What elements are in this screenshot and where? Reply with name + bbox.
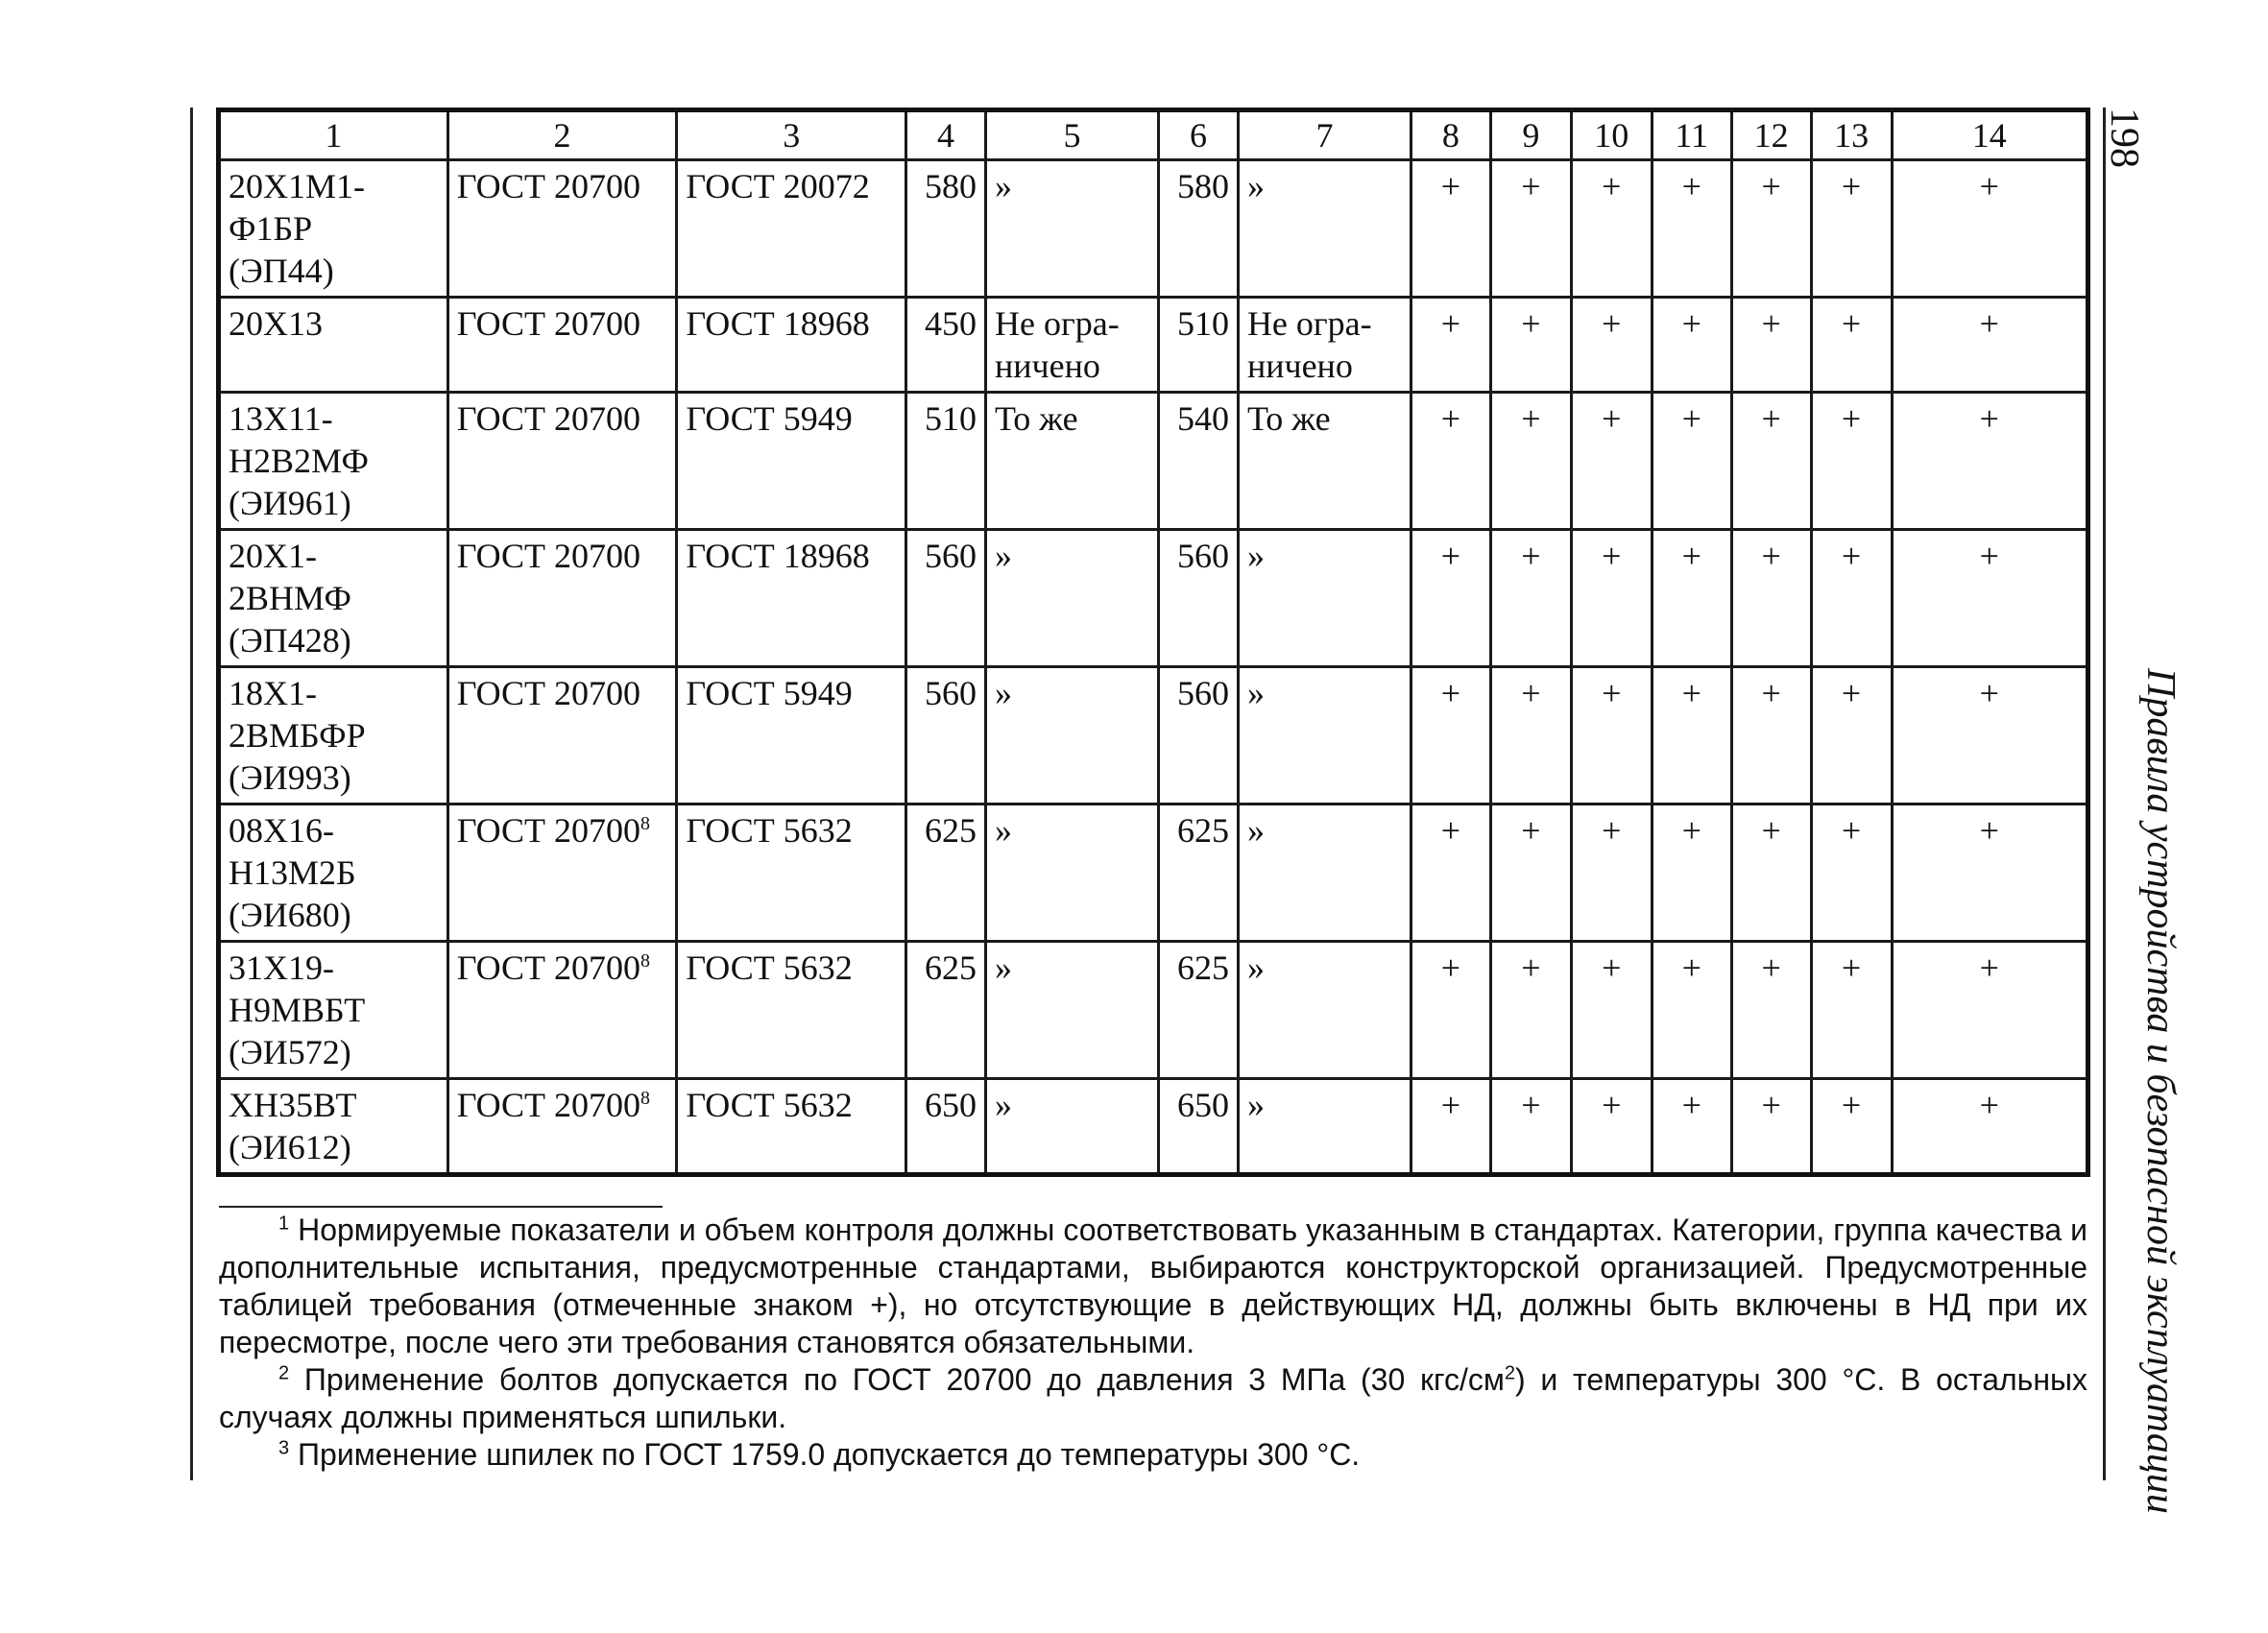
requirement-mark-cell: + <box>1652 667 1731 804</box>
pressure-1-cell: » <box>985 942 1158 1079</box>
bolt-standard-text: ГОСТ 20700 <box>456 304 641 343</box>
bolt-standard-text: ГОСТ 20700 <box>456 949 641 987</box>
requirement-mark-cell: + <box>1731 393 1811 530</box>
table-row <box>219 298 2088 393</box>
right-margin-rule <box>2103 108 2106 1480</box>
requirement-mark-cell: + <box>1892 393 2087 530</box>
bolt-standard-cell <box>447 393 677 530</box>
requirement-mark-cell: + <box>1731 804 1811 942</box>
requirement-mark-cell: + <box>1731 667 1811 804</box>
column-header-8: 8 <box>1411 110 1490 160</box>
table-row <box>219 160 2088 298</box>
footnote-2-mark: 2 <box>278 1362 290 1384</box>
bolt-standard-text: ГОСТ 20700 <box>456 399 641 438</box>
column-header-3: 3 <box>677 110 906 160</box>
temperature-1-cell: 560 <box>906 667 986 804</box>
temperature-1-cell: 560 <box>906 530 986 667</box>
column-header-11: 11 <box>1652 110 1731 160</box>
bolt-standard-cell <box>447 530 677 667</box>
temperature-1-cell: 580 <box>906 160 986 298</box>
steel-grade-cell: 20Х1- 2ВНМФ (ЭП428) <box>219 530 448 667</box>
bolt-standard-text: ГОСТ 20700 <box>456 674 641 712</box>
bolt-standard-text: ГОСТ 20700 <box>456 537 641 575</box>
requirement-mark-cell: + <box>1490 160 1571 298</box>
requirement-mark-cell: + <box>1892 942 2087 1079</box>
temperature-1-cell: 625 <box>906 942 986 1079</box>
requirement-mark-cell: + <box>1411 667 1490 804</box>
material-standard-cell: ГОСТ 5632 <box>677 804 906 942</box>
pressure-1-cell: То же <box>985 393 1158 530</box>
footnote-2 <box>219 1361 2087 1436</box>
requirement-mark-cell: + <box>1490 298 1571 393</box>
requirement-mark-cell: + <box>1571 160 1652 298</box>
table-row <box>219 530 2088 667</box>
steel-grade-cell: ХН35ВТ (ЭИ612) <box>219 1079 448 1175</box>
bolt-standard-footnote-mark: 8 <box>640 950 651 972</box>
requirement-mark-cell: + <box>1892 530 2087 667</box>
column-header-9: 9 <box>1490 110 1571 160</box>
column-header-14: 14 <box>1892 110 2087 160</box>
requirement-mark-cell: + <box>1411 393 1490 530</box>
column-header-4: 4 <box>906 110 986 160</box>
pressure-2-cell: » <box>1238 804 1411 942</box>
table-row <box>219 804 2088 942</box>
footnote-3 <box>219 1436 2087 1474</box>
requirement-mark-cell: + <box>1411 530 1490 667</box>
column-header-12: 12 <box>1731 110 1811 160</box>
footnote-1-mark: 1 <box>278 1213 290 1235</box>
requirement-mark-cell: + <box>1571 1079 1652 1175</box>
column-header-6: 6 <box>1159 110 1239 160</box>
bolt-standard-footnote-mark: 8 <box>640 1088 651 1109</box>
temperature-2-cell: 510 <box>1159 298 1239 393</box>
requirement-mark-cell: + <box>1731 160 1811 298</box>
steel-grade-cell: 20Х1М1- Ф1БР (ЭП44) <box>219 160 448 298</box>
pressure-2-cell: » <box>1238 942 1411 1079</box>
steel-grade-cell: 18Х1- 2ВМБФР (ЭИ993) <box>219 667 448 804</box>
temperature-2-cell: 560 <box>1159 667 1239 804</box>
requirement-mark-cell: + <box>1490 393 1571 530</box>
table-row <box>219 1079 2088 1175</box>
bolt-standard-text: ГОСТ 20700 <box>456 811 641 850</box>
requirement-mark-cell: + <box>1731 1079 1811 1175</box>
bolt-standard-cell <box>447 942 677 1079</box>
material-standard-cell: ГОСТ 5632 <box>677 1079 906 1175</box>
requirement-mark-cell: + <box>1411 804 1490 942</box>
material-standard-cell: ГОСТ 5632 <box>677 942 906 1079</box>
pressure-1-cell: » <box>985 160 1158 298</box>
table-row <box>219 393 2088 530</box>
requirement-mark-cell: + <box>1811 804 1892 942</box>
requirement-mark-cell: + <box>1490 942 1571 1079</box>
temperature-2-cell: 650 <box>1159 1079 1239 1175</box>
left-margin-rule <box>190 108 193 1480</box>
footnote-rule <box>219 1206 663 1208</box>
bolt-standard-footnote-mark: 8 <box>640 813 651 834</box>
pressure-1-cell: » <box>985 804 1158 942</box>
pressure-2-cell: » <box>1238 1079 1411 1175</box>
steel-grade-cell: 31Х19- Н9МВБТ (ЭИ572) <box>219 942 448 1079</box>
table-body <box>219 160 2088 1175</box>
requirement-mark-cell: + <box>1731 942 1811 1079</box>
table-row <box>219 667 2088 804</box>
pressure-2-cell: Не огра- ничено <box>1238 298 1411 393</box>
requirement-mark-cell: + <box>1652 530 1731 667</box>
temperature-2-cell: 580 <box>1159 160 1239 298</box>
bolt-standard-cell <box>447 667 677 804</box>
bolt-standard-cell <box>447 1079 677 1175</box>
pressure-2-cell: » <box>1238 160 1411 298</box>
column-header-2: 2 <box>447 110 677 160</box>
column-header-10: 10 <box>1571 110 1652 160</box>
pressure-2-cell: » <box>1238 530 1411 667</box>
steel-grade-cell: 20Х13 <box>219 298 448 393</box>
footnote-1 <box>219 1212 2087 1361</box>
footnote-2-text-b: ) и температуры 300 °С. В остальных случаях должны применяться шпильки. <box>219 1362 2088 1434</box>
requirement-mark-cell: + <box>1892 667 2087 804</box>
requirement-mark-cell: + <box>1490 804 1571 942</box>
temperature-2-cell: 560 <box>1159 530 1239 667</box>
materials-table <box>216 108 2090 1177</box>
temperature-2-cell: 625 <box>1159 804 1239 942</box>
material-standard-cell: ГОСТ 5949 <box>677 667 906 804</box>
requirement-mark-cell: + <box>1571 393 1652 530</box>
column-header-7: 7 <box>1238 110 1411 160</box>
requirement-mark-cell: + <box>1490 667 1571 804</box>
requirement-mark-cell: + <box>1411 942 1490 1079</box>
requirement-mark-cell: + <box>1571 667 1652 804</box>
requirement-mark-cell: + <box>1811 530 1892 667</box>
requirement-mark-cell: + <box>1652 298 1731 393</box>
temperature-2-cell: 625 <box>1159 942 1239 1079</box>
requirement-mark-cell: + <box>1652 160 1731 298</box>
requirement-mark-cell: + <box>1652 804 1731 942</box>
steel-grade-cell: 13Х11- Н2В2МФ (ЭИ961) <box>219 393 448 530</box>
bolt-standard-cell <box>447 298 677 393</box>
bolt-standard-text: ГОСТ 20700 <box>456 167 641 205</box>
requirement-mark-cell: + <box>1811 160 1892 298</box>
pressure-1-cell: » <box>985 667 1158 804</box>
bolt-standard-text: ГОСТ 20700 <box>456 1086 641 1124</box>
requirement-mark-cell: + <box>1892 1079 2087 1175</box>
table-header-row <box>219 110 2088 160</box>
requirement-mark-cell: + <box>1811 667 1892 804</box>
pressure-1-cell: Не огра- ничено <box>985 298 1158 393</box>
requirement-mark-cell: + <box>1571 298 1652 393</box>
requirement-mark-cell: + <box>1411 1079 1490 1175</box>
material-standard-cell: ГОСТ 5949 <box>677 393 906 530</box>
steel-grade-cell: 08Х16- Н13М2Б (ЭИ680) <box>219 804 448 942</box>
footnote-3-mark: 3 <box>278 1437 290 1459</box>
requirement-mark-cell: + <box>1411 160 1490 298</box>
requirement-mark-cell: + <box>1571 530 1652 667</box>
column-header-1: 1 <box>219 110 448 160</box>
pressure-1-cell: » <box>985 1079 1158 1175</box>
requirement-mark-cell: + <box>1652 393 1731 530</box>
requirement-mark-cell: + <box>1411 298 1490 393</box>
page-number: 198 <box>2102 108 2146 168</box>
requirement-mark-cell: + <box>1892 298 2087 393</box>
column-header-5: 5 <box>985 110 1158 160</box>
requirement-mark-cell: + <box>1731 298 1811 393</box>
requirement-mark-cell: + <box>1652 1079 1731 1175</box>
requirement-mark-cell: + <box>1811 393 1892 530</box>
requirement-mark-cell: + <box>1892 804 2087 942</box>
requirement-mark-cell: + <box>1490 530 1571 667</box>
temperature-2-cell: 540 <box>1159 393 1239 530</box>
footnote-2-superscript: 2 <box>1504 1362 1515 1384</box>
bolt-standard-cell <box>447 160 677 298</box>
requirement-mark-cell: + <box>1892 160 2087 298</box>
requirement-mark-cell: + <box>1571 804 1652 942</box>
footnote-2-text-a: Применение болтов допускается по ГОСТ 20700 до давления 3 МПа (30 кгс/см <box>289 1362 1505 1397</box>
bolt-standard-cell <box>447 804 677 942</box>
pressure-2-cell: То же <box>1238 393 1411 530</box>
temperature-1-cell: 625 <box>906 804 986 942</box>
column-header-13: 13 <box>1811 110 1892 160</box>
pressure-2-cell: » <box>1238 667 1411 804</box>
table-row <box>219 942 2088 1079</box>
requirement-mark-cell: + <box>1490 1079 1571 1175</box>
requirement-mark-cell: + <box>1571 942 1652 1079</box>
material-standard-cell: ГОСТ 18968 <box>677 298 906 393</box>
material-standard-cell: ГОСТ 18968 <box>677 530 906 667</box>
requirement-mark-cell: + <box>1731 530 1811 667</box>
requirement-mark-cell: + <box>1811 1079 1892 1175</box>
material-standard-cell: ГОСТ 20072 <box>677 160 906 298</box>
footnote-1-text: Нормируемые показатели и объем контроля должны соответствовать указанным в стандартах. Категории, группа качества и дополнительные испытания, предусмотренные стандартами, выбираются конструкторской организацией. Предусмотренные таблицей требования (отмеченные знаком +), но отсутствующие в действующих НД, должны быть включены в НД при их пересмотре, после чего эти требования становятся обязательными. <box>219 1213 2087 1359</box>
requirement-mark-cell: + <box>1811 942 1892 1079</box>
footnotes <box>219 1212 2087 1474</box>
running-title: Правила устройства и безопасной эксплуатации <box>2138 668 2183 1514</box>
pressure-1-cell: » <box>985 530 1158 667</box>
temperature-1-cell: 650 <box>906 1079 986 1175</box>
temperature-1-cell: 450 <box>906 298 986 393</box>
footnote-3-text: Применение шпилек по ГОСТ 1759.0 допускается до температуры 300 °С. <box>289 1437 1361 1472</box>
requirement-mark-cell: + <box>1652 942 1731 1079</box>
requirement-mark-cell: + <box>1811 298 1892 393</box>
temperature-1-cell: 510 <box>906 393 986 530</box>
